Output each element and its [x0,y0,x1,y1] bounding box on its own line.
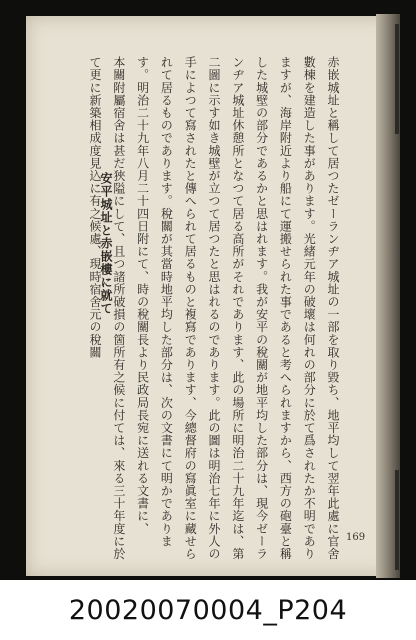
binding-staple-top [395,24,399,134]
image-identifier-caption: 20020070004_P204 [68,595,348,626]
book-page [26,16,396,576]
binding-staple-bottom [395,470,399,570]
page-number: 169 [346,532,366,543]
paragraph-1: 赤嵌城址と稱して居つたゼーランヂア城址の一部を取り毀ち、地平均して翌年此處に官舍數棟を建造した事があります。光緒元年の破壞は何れの部分に於て爲されたか不明でありますが、海岸附近より船にて運搬せられた事であると考へられますから、西方の砲臺と稱した城壁の部分であるかと思はれます。我が安平の稅關が地平均した部分は、現今ゼーランヂア城址休憩所となつて居る高所がそれであります、此の場所に明治二十九年迄は、第二圖に示す如き城壁が立つて居つたと思はれるのであります。此の圖は明治七年に外人の手によつて寫されたと傳へられて居るものと複寫であります、今總督府の寫眞室に藏せられて居るものであります。稅關が其當時地平均した部分は、次の文書にて明かであります。明治二十九年八月二十四日附にて、時の稅關長より民政局長宛に送れる文書に、 [135,56,340,560]
body-text [82,56,344,560]
paragraph-2: 本關附屬宿舍は甚だ狹隘にして、且つ諸所破損の箇所有之候に付ては、來る三十年度に於て更に新築相成度見込に有之候處、現時宿舍元の稅關 [88,56,126,560]
section-title: 安平城址と赤嵌樓に就て [99,172,113,315]
